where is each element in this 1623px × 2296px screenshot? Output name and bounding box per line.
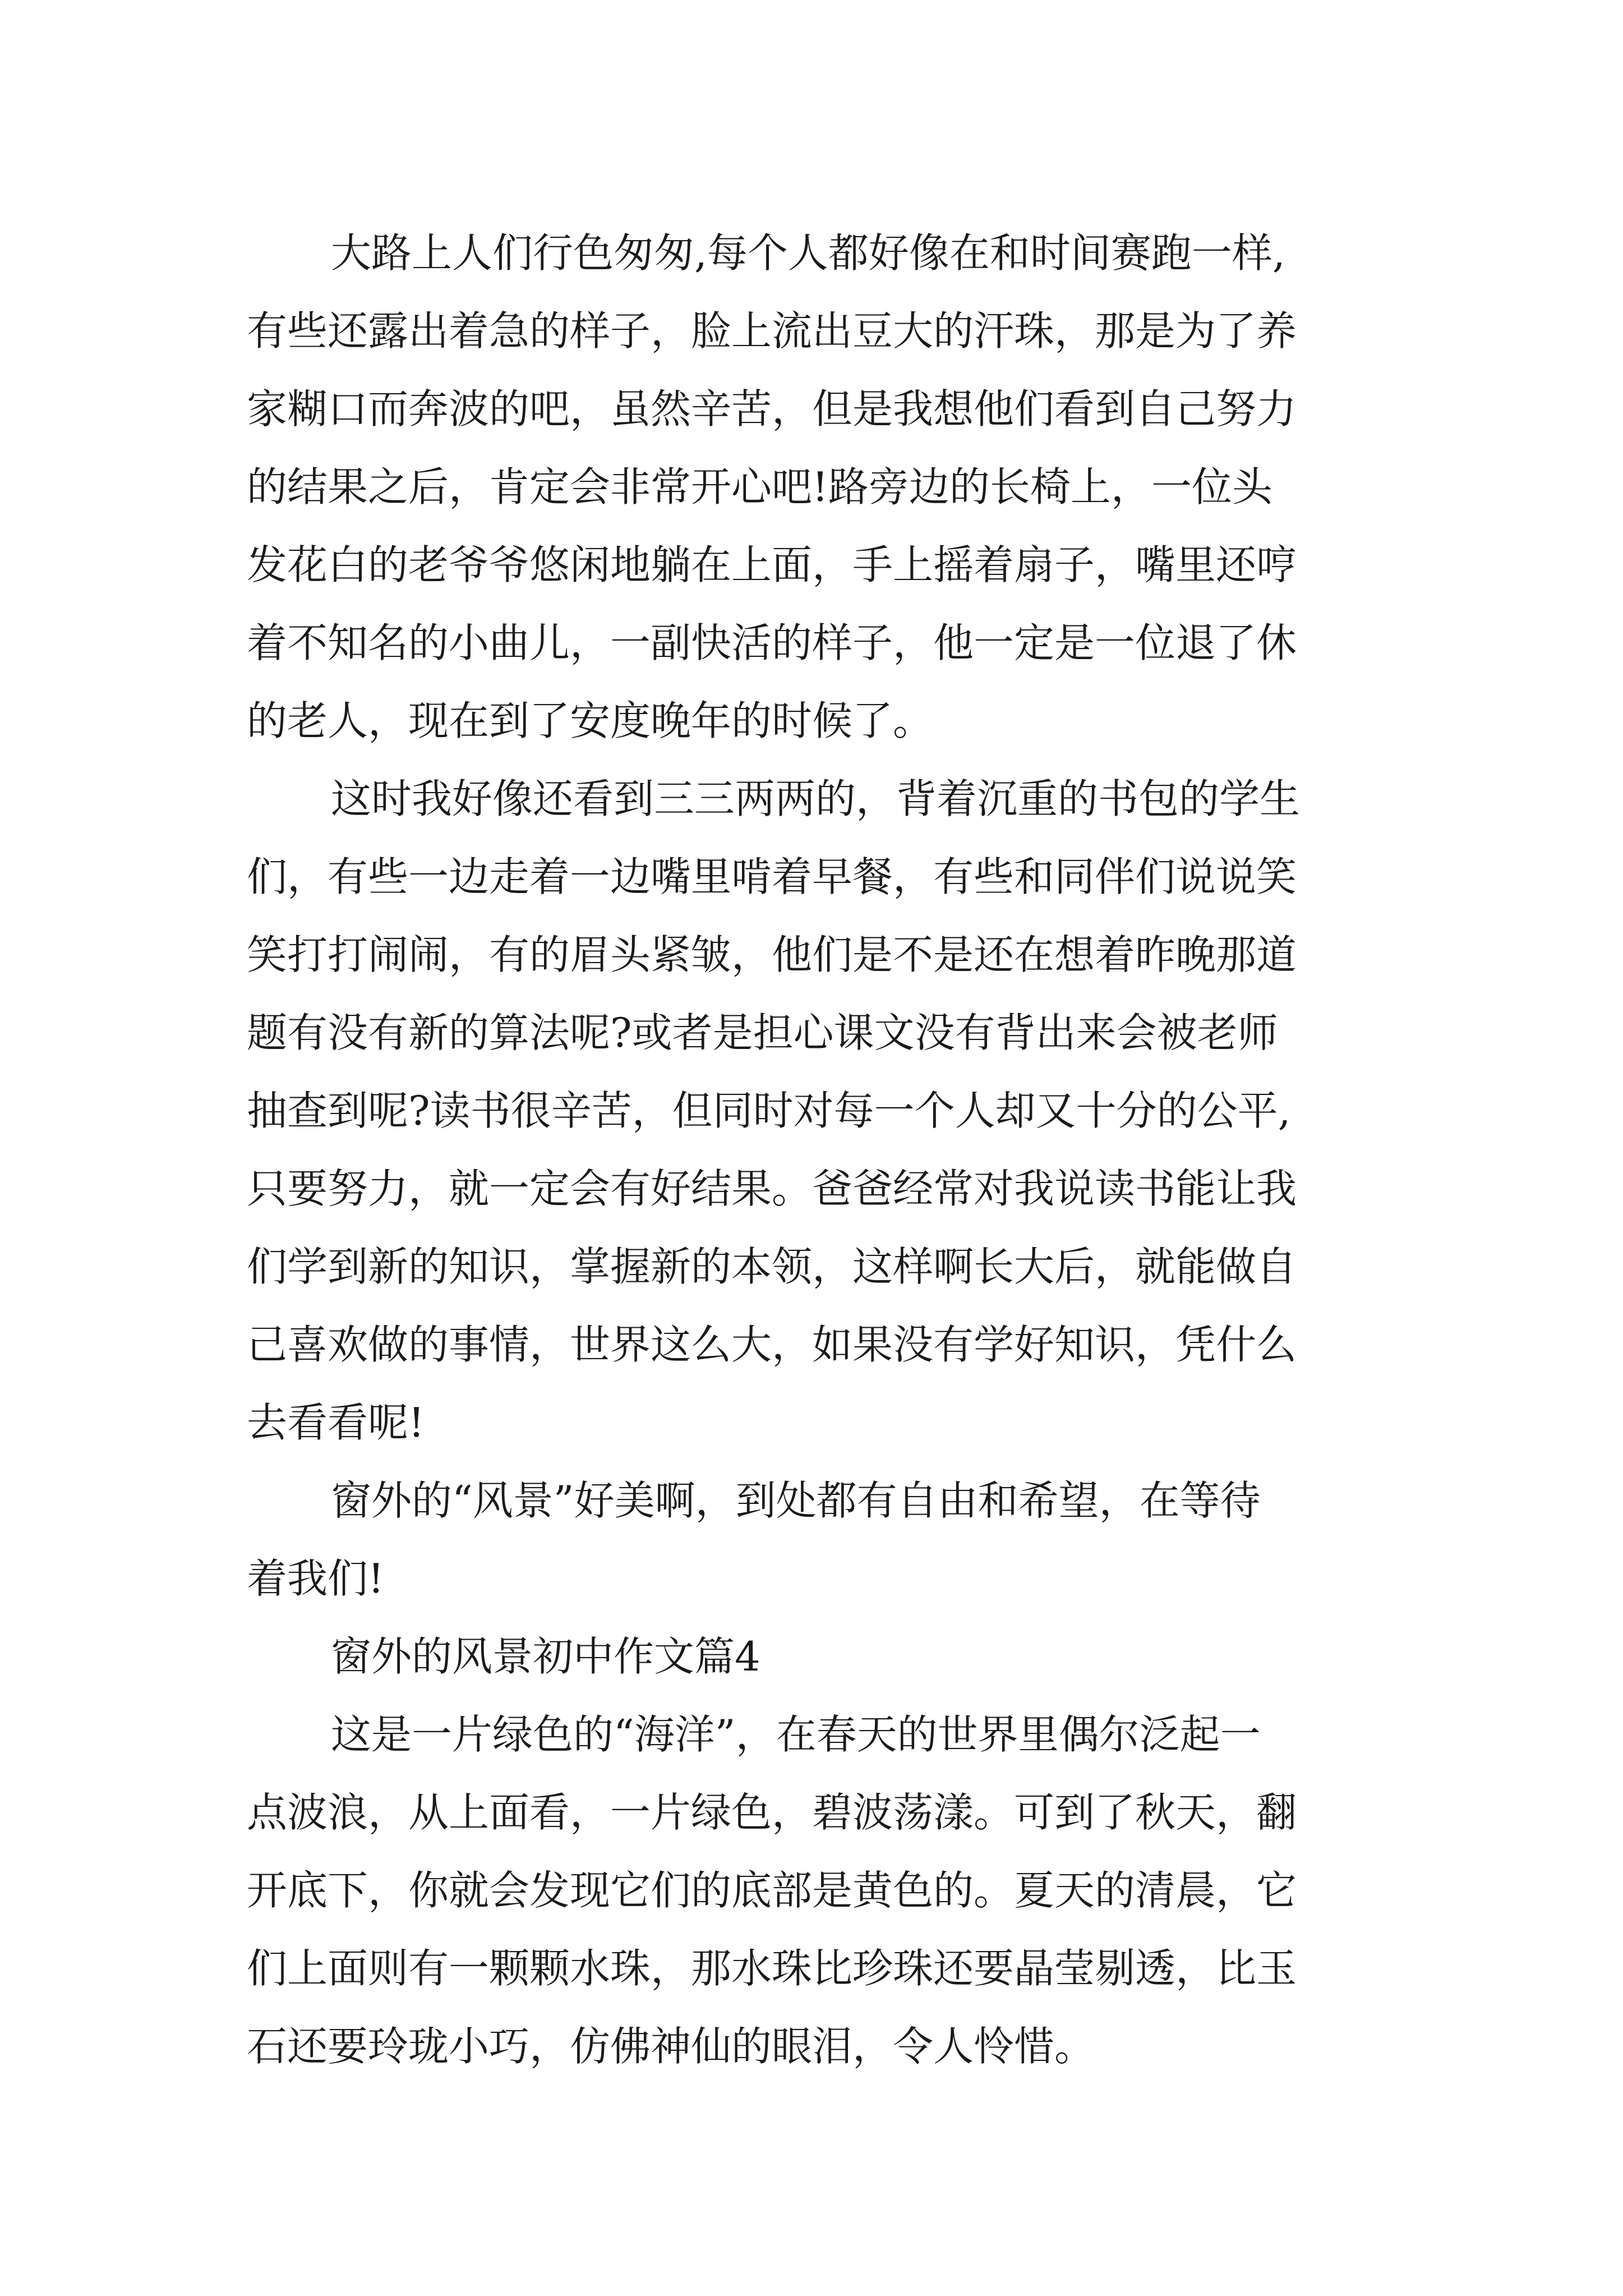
section-title: 窗外的风景初中作文篇4 xyxy=(331,1633,760,1680)
paragraph-4 xyxy=(247,1696,1391,2086)
text-line: 着我们! xyxy=(247,1555,384,1602)
text-line: 只要努力，就一定会有好结果。爸爸经常对我说读书能让我 xyxy=(247,1165,1297,1212)
section-heading xyxy=(247,1618,1391,1696)
text-line: 这时我好像还看到三三两两的，背着沉重的书包的学生 xyxy=(331,775,1301,822)
essay-body xyxy=(247,214,1391,2086)
text-line: 题有没有新的算法呢?或者是担心课文没有背出来会被老师 xyxy=(247,1009,1278,1056)
text-line: 着不知名的小曲儿，一副快活的样子，他一定是一位退了休 xyxy=(247,619,1297,666)
text-line: 石还要玲珑小巧，仿佛神仙的眼泪，令人怜惜。 xyxy=(247,2023,1095,2070)
text-line: 的结果之后，肯定会非常开心吧!路旁边的长椅上，一位头 xyxy=(247,463,1272,510)
text-line: 点波浪，从上面看，一片绿色，碧波荡漾。可到了秋天，翻 xyxy=(247,1789,1297,1836)
text-line: 己喜欢做的事情，世界这么大，如果没有学好知识，凭什么 xyxy=(247,1321,1297,1368)
text-line: 开底下，你就会发现它们的底部是黄色的。夏天的清晨，它 xyxy=(247,1867,1297,1914)
text-line: 有些还露出着急的样子，脸上流出豆大的汗珠，那是为了养 xyxy=(247,307,1297,355)
text-line: 的老人，现在到了安度晚年的时候了。 xyxy=(247,697,934,744)
text-line: 去看看呢! xyxy=(247,1399,425,1446)
text-line: 家糊口而奔波的吧，虽然辛苦，但是我想他们看到自己努力 xyxy=(247,385,1297,432)
text-line: 笑打打闹闹，有的眉头紧皱，他们是不是还在想着昨晚那道 xyxy=(247,931,1297,978)
text-line: 大路上人们行色匆匆,每个人都好像在和时间赛跑一样, xyxy=(331,229,1285,277)
text-line: 们学到新的知识，掌握新的本领，这样啊长大后，就能做自 xyxy=(247,1243,1297,1290)
text-line: 发花白的老爷爷悠闲地躺在上面，手上摇着扇子，嘴里还哼 xyxy=(247,541,1297,588)
paragraph-1 xyxy=(247,214,1391,760)
text-line: 这是一片绿色的“海洋”，在春天的世界里偶尔泛起一 xyxy=(331,1711,1261,1758)
paragraph-2 xyxy=(247,760,1391,1462)
paragraph-3 xyxy=(247,1462,1391,1618)
text-line: 窗外的“风景”好美啊，到处都有自由和希望，在等待 xyxy=(331,1477,1261,1524)
text-line: 们，有些一边走着一边嘴里啃着早餐，有些和同伴们说说笑 xyxy=(247,853,1297,900)
text-line: 抽查到呢?读书很辛苦，但同时对每一个人却又十分的公平, xyxy=(247,1087,1291,1134)
text-line: 们上面则有一颗颗水珠，那水珠比珍珠还要晶莹剔透，比玉 xyxy=(247,1945,1297,1992)
